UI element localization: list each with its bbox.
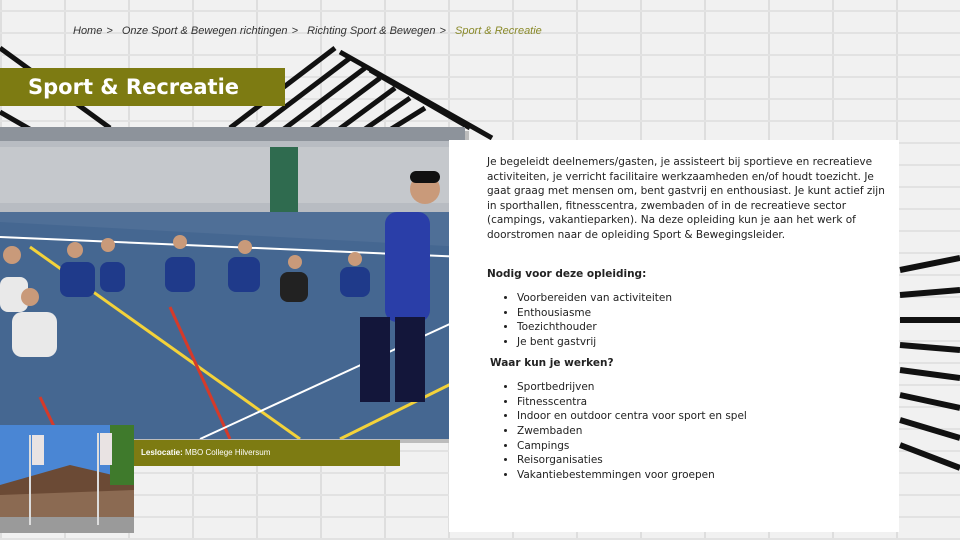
list-item: • Toezichthouder (517, 320, 885, 335)
breadcrumb-separator: > (106, 25, 113, 37)
work-heading: Waar kun je werken? (490, 356, 614, 369)
list-item: • Vakantiebestemmingen voor groepen (517, 468, 885, 483)
breadcrumb-separator: > (439, 25, 446, 37)
requirements-heading: Nodig voor deze opleiding: (487, 267, 647, 280)
breadcrumb-richting-sport-bewegen[interactable]: Richting Sport & Bewegen (307, 25, 436, 37)
location-value: MBO College Hilversum (185, 448, 271, 457)
breadcrumb-separator: > (291, 25, 298, 37)
breadcrumb-sport-bewegen-richtingen[interactable]: Onze Sport & Bewegen richtingen (121, 25, 288, 37)
list-item: • Voorbereiden van activiteiten (517, 291, 885, 306)
intro-text: Je begeleidt deelnemers/gasten, je assisteert bij sportieve en recreatieve activiteiten, je verricht facilitaire werkzaamheden en/of houdt toezicht. Je gaat graag met mensen om, bent gastvrij en enthousiast. Je kunt actief zijn in sporthallen, fitnesscentra, zwembaden of in de recreatieve sector (campings, vakantieparken). Na deze opleiding kun je aan het werk of doorstromen naar de opleiding Sport & Bewegingsleider. (487, 156, 885, 241)
page-title: Sport & Recreatie (0, 68, 285, 106)
list-item: • Sportbedrijven (517, 380, 885, 395)
sports-hall-photo (0, 127, 465, 439)
list-item: • Fitnesscentra (517, 395, 885, 410)
location-label (134, 440, 400, 466)
content-panel (449, 140, 899, 532)
decorative-stripes-right (895, 250, 960, 490)
list-item: • Indoor en outdoor centra voor sport en spel (517, 409, 885, 424)
breadcrumb-home[interactable]: Home (73, 25, 103, 37)
school-building-photo (0, 425, 134, 533)
breadcrumb (73, 25, 542, 37)
list-item: • Zwembaden (517, 424, 885, 439)
list-item: • Enthousiasme (517, 306, 885, 321)
requirements-list (487, 291, 885, 349)
list-item: • Campings (517, 439, 885, 454)
work-places-list (487, 380, 885, 482)
location-key: Leslocatie: (141, 448, 183, 457)
list-item: • Je bent gastvrij (517, 335, 885, 350)
breadcrumb-current: Sport & Recreatie (454, 25, 542, 37)
list-item: • Reisorganisaties (517, 453, 885, 468)
